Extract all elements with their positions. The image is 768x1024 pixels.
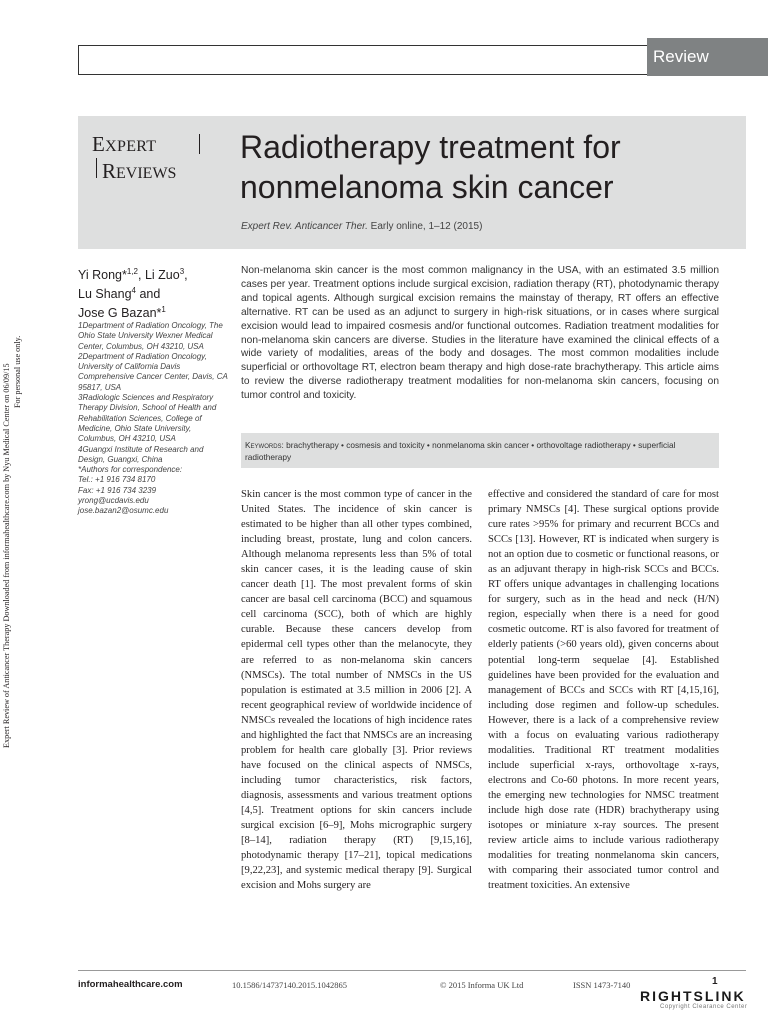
body-column-1: Skin cancer is the most common type of cancer in the United States. The incidence of skin cancer is estimated to be higher than all other types combined, including breast, prostate, lung and colon cancers. Although melanoma represents less than 5% of total skin cancer cases, it is the leading cause of skin cancer death [1]. The most prevalent forms of skin cancer are basal cell carcinoma (BCC) and squamous cell carcinoma (SCC), both of which are highly curable. Because these cancers develop from epidermal cell types other than the melanocyte, they are referred to as non-melanoma skin cancers (NMSCs). The total number of NMSCs in the US population is estimated at 3.5 million in 2006 [2]. A recent geographical review of worldwide incidence of NMSCs revealed the locations of high incidence rates and highlighted the fact that NMSCs are an increasing problem for health care globally [3]. Prior reviews have focused on the clinical aspects of NMSCs, including tumor characteristics, risk factors, diagnosis, assessments and various treatment options [4,5]. Treatment options for skin cancers include surgical excision [6–9], Mohs micrographic surgery [8–14], radiation therapy (RT) [9,15,16], photodynamic therapy [17–21], topical medications [9,22,23], and systemic medical therapy [9]. Surgical excision and Mohs surgery are bbox=[241, 489, 472, 892]
logo-line-1 bbox=[92, 132, 202, 159]
rightslink-logo[interactable]: RIGHTSLINK bbox=[640, 988, 746, 1004]
logo-bar-left bbox=[96, 158, 97, 178]
affiliation-2: 2Department of Radiation Oncology, University of California Davis Comprehensive Cancer Center, Davis, CA 95817, USA bbox=[78, 351, 228, 392]
author-line-3: Jose G Bazan*$^1$ bbox=[78, 305, 166, 321]
logo-initial-e: E bbox=[92, 132, 106, 156]
affiliation-1: 1Department of Radiation Oncology, The Ohio State University Wexner Medical Center, Columbus, OH 43210, USA bbox=[78, 321, 223, 351]
footer-site-link[interactable]: informahealthcare.com bbox=[78, 979, 183, 990]
article-title: Radiotherapy treatment for nonmelanoma skin cancer bbox=[240, 129, 621, 205]
correspondence-fax: Fax: +1 916 734 3239 bbox=[78, 485, 157, 495]
watermark-line-1: Expert Review of Anticancer Therapy Downloaded from informahealthcare.com by Nyu Medical Center on 06/09/15 bbox=[2, 363, 11, 748]
logo-initial-r: R bbox=[102, 159, 117, 183]
rightslink-subtitle: Copyright Clearance Center bbox=[660, 1004, 748, 1010]
footer-issn: ISSN 1473-7140 bbox=[573, 980, 631, 990]
affiliation-4: 4Guangxi Institute of Research and Design, Guangxi, China bbox=[78, 444, 204, 464]
author-line-1: Yi Rong*$^{1,2}$, Li Zuo$^3$, bbox=[78, 267, 188, 283]
correspondence-label: *Authors for correspondence: bbox=[78, 465, 183, 475]
section-tab-review bbox=[647, 38, 768, 76]
keywords-text: brachytherapy • cosmesis and toxicity • nonmelanoma skin cancer • orthovoltage radiotherapy • superficial radiotherapy bbox=[245, 440, 676, 462]
page-number: 1 bbox=[712, 976, 718, 987]
correspondence-email-1[interactable]: yrong@ucdavis.edu bbox=[78, 496, 149, 506]
logo-rest-eviews: EVIEWS bbox=[116, 165, 177, 182]
body-column-2: effective and considered the standard of care for most primary NMSCs [4]. These surgical options provide cure rates >95% for primary and recurrent BCCs and SCCs [13]. However, RT is indicated when surgery is not an option due to cosmetic or functional reasons, or as an adjuvant therapy in high-risk SCCs and BCCs. RT offers unique advantages in challenging locations for surgery, such as in the head and neck (H/N) region, especially when there is a need for good cosmetic outcome. RT is also favored for treatment of elderly patients (>60 years old), given concerns about potential long-term sequelae [4]. Established guidelines have been provided for the evaluation and management of BCCs and SCCs with RT [4,15,16], including dose regimen and follow-up schedules. However, there is a lack of a comprehensive review with a focus on evaluating various radiotherapy modalities. Traditional RT treatment modalities include superficial x-rays, orthovoltage x-rays, electrons and Co-60 photons. In more recent years, the emerging new technologies for NMSC treatment include high dose rate (HDR) brachytherapy using isotopes or miniature x-ray sources. The present review article aims to include various radiotherapy modalities for treating nonmelanoma skin cancers, with comparing their associated tumor control and treatment toxicities. An extensive bbox=[488, 489, 719, 892]
author-list bbox=[78, 264, 228, 321]
correspondence-email-2[interactable]: jose.bazan2@osumc.edu bbox=[78, 506, 169, 516]
affiliation-3: 3Radiologic Sciences and Respiratory Therapy Division, School of Health and Rehabilitation Sciences, College of Medicine, Ohio State University, Columbus, OH 43210, USA bbox=[78, 393, 217, 444]
footer-divider bbox=[78, 970, 746, 971]
section-tab-label: Review bbox=[653, 47, 709, 66]
keywords-label: Keywords: bbox=[245, 440, 284, 450]
logo-line-2 bbox=[92, 159, 202, 186]
keywords-box bbox=[241, 433, 719, 468]
logo-bar-right bbox=[199, 134, 200, 154]
header-rule-box bbox=[78, 45, 648, 75]
correspondence-tel: Tel.: +1 916 734 8170 bbox=[78, 475, 156, 485]
author-line-2: Lu Shang$^4$ and bbox=[78, 286, 161, 302]
journal-name: Expert Rev. Anticancer Ther. bbox=[241, 221, 368, 232]
affiliations bbox=[78, 321, 228, 517]
expert-reviews-logo bbox=[92, 132, 202, 186]
footer-doi: 10.1586/14737140.2015.1042865 bbox=[232, 980, 347, 990]
journal-citation bbox=[241, 221, 482, 232]
download-watermark bbox=[0, 0, 40, 1024]
journal-issue: Early online, 1–12 (2015) bbox=[367, 221, 483, 232]
watermark-line-2: For personal use only. bbox=[13, 335, 22, 408]
abstract: Non-melanoma skin cancer is the most common malignancy in the USA, with an estimated 3.5 million cases per year. Treatment options include surgical excision, radiation therapy (RT), photodynamic therapy and topical agents. Although surgical excision remains the mainstay of therapy, RT offers an effective alternative. RT can be used as an adjunct to surgery in high-risk situations, or in cases where surgical excision would lead to impaired cosmesis and/or functional outcomes. Radiation treatment modalities for non-melanoma skin cancers are diverse. Studies in the literature have examined the clinical effects of a wide variety of modalities, areas of the body and dosages. The most common modalities include superficial or orthovoltage RT, electron beam therapy and high dose-rate brachytherapy. This article aims to review the diverse radiotherapy treatment modalities for non-melanoma skin cancers, focusing on tumor control and toxicity. bbox=[241, 265, 719, 402]
logo-rest-xpert: XPERT bbox=[105, 138, 157, 155]
footer-copyright: © 2015 Informa UK Ltd bbox=[440, 980, 524, 990]
